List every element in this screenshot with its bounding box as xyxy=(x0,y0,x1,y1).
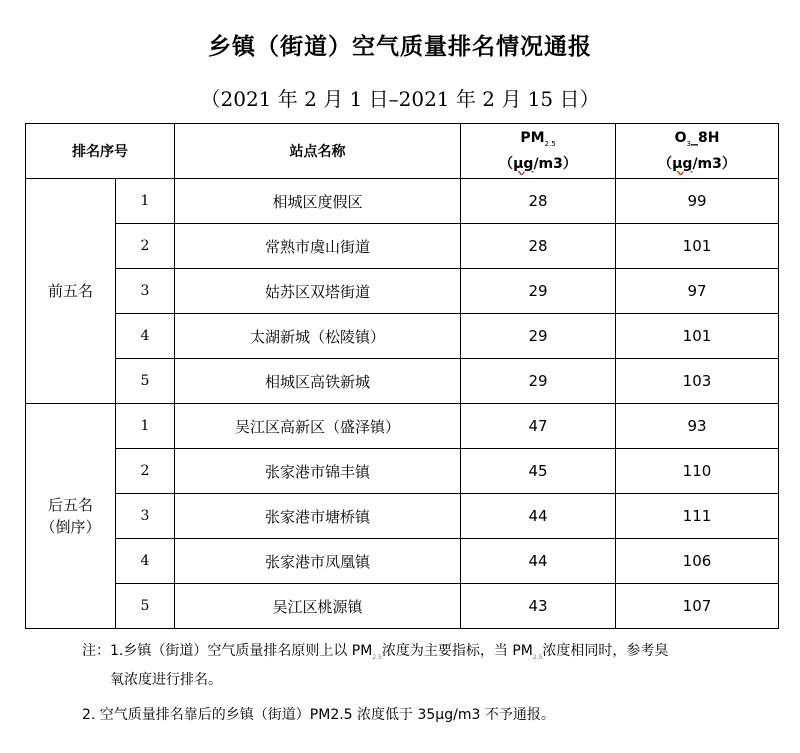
rank-cell: 4 xyxy=(116,314,175,359)
station-cell: 吴江区高新区（盛泽镇） xyxy=(175,404,461,449)
note-1: 注：1.乡镇（街道）空气质量排名原则上以 $PM_{2.5}$浓度为主要指标，当 $PM_{2.5}$浓度相同时，参考臭 xyxy=(82,643,669,661)
pm25-cell: 44 xyxy=(461,539,616,584)
table-row xyxy=(26,494,779,539)
table-row xyxy=(26,314,779,359)
table-row xyxy=(26,539,779,584)
o3-cell: 103 xyxy=(616,359,779,404)
table-row xyxy=(26,269,779,314)
header-station: 站点名称 xyxy=(175,124,461,179)
pm25-cell: 28 xyxy=(461,179,616,224)
pm25-cell: 44 xyxy=(461,494,616,539)
table-row xyxy=(26,449,779,494)
table-header-row xyxy=(26,124,779,179)
header-pm25-unit: （μg/m3） xyxy=(499,155,577,172)
pm25-cell: 45 xyxy=(461,449,616,494)
table-row xyxy=(26,179,779,224)
group-label-top-five: 前五名 xyxy=(26,179,116,404)
rank-cell: 2 xyxy=(116,449,175,494)
o3-cell: 93 xyxy=(616,404,779,449)
o3-cell: 110 xyxy=(616,449,779,494)
rank-cell: 3 xyxy=(116,269,175,314)
header-o3 xyxy=(616,124,779,179)
rank-cell: 1 xyxy=(116,404,175,449)
pm25-cell: 29 xyxy=(461,314,616,359)
table-row xyxy=(26,404,779,449)
note-2: 2. 空气质量排名靠后的乡镇（街道）PM2.5 浓度低于 35μg/m3 不予通报。 xyxy=(82,707,555,723)
header-o3-label: $O_3\_8H$ xyxy=(674,130,720,148)
o3-cell: 97 xyxy=(616,269,779,314)
station-cell: 相城区高铁新城 xyxy=(175,359,461,404)
station-cell: 吴江区桃源镇 xyxy=(175,584,461,629)
pm25-cell: 43 xyxy=(461,584,616,629)
o3-cell: 99 xyxy=(616,179,779,224)
station-cell: 张家港市塘桥镇 xyxy=(175,494,461,539)
rank-cell: 1 xyxy=(116,179,175,224)
o3-cell: 107 xyxy=(616,584,779,629)
table-row xyxy=(26,224,779,269)
station-cell: 常熟市虞山街道 xyxy=(175,224,461,269)
table-row xyxy=(26,359,779,404)
pm25-cell: 29 xyxy=(461,359,616,404)
pm25-cell: 28 xyxy=(461,224,616,269)
rank-cell: 5 xyxy=(116,359,175,404)
o3-cell: 111 xyxy=(616,494,779,539)
rank-cell: 2 xyxy=(116,224,175,269)
o3-cell: 101 xyxy=(616,224,779,269)
rank-cell: 5 xyxy=(116,584,175,629)
header-pm25-label: $PM_{2.5}$ xyxy=(520,130,556,148)
table-row xyxy=(26,584,779,629)
note-1-continuation: 氧浓度进行排名。 xyxy=(110,672,222,688)
station-cell: 太湖新城（松陵镇） xyxy=(175,314,461,359)
pm25-cell: 47 xyxy=(461,404,616,449)
pm25-cell: 29 xyxy=(461,269,616,314)
rank-cell: 3 xyxy=(116,494,175,539)
header-o3-unit: （μg/m3） xyxy=(658,155,736,172)
ranking-table xyxy=(25,123,779,629)
rank-cell: 4 xyxy=(116,539,175,584)
station-cell: 相城区度假区 xyxy=(175,179,461,224)
report-title: 乡镇（街道）空气质量排名情况通报 xyxy=(208,34,592,60)
group-label-bottom-five: 后五名 （倒序） xyxy=(26,404,116,629)
station-cell: 姑苏区双塔街道 xyxy=(175,269,461,314)
header-rank: 排名序号 xyxy=(26,124,175,179)
o3-cell: 101 xyxy=(616,314,779,359)
station-cell: 张家港市凤凰镇 xyxy=(175,539,461,584)
header-pm25 xyxy=(461,124,616,179)
report-date-range: （2021 年 2 月 1 日–2021 年 2 月 15 日） xyxy=(200,87,600,111)
o3-cell: 106 xyxy=(616,539,779,584)
station-cell: 张家港市锦丰镇 xyxy=(175,449,461,494)
